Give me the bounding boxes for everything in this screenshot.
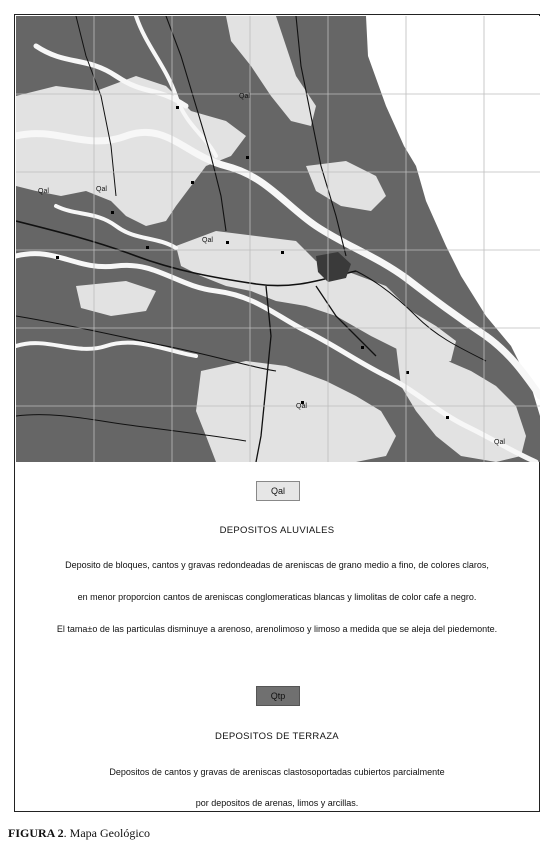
legend-text-line: El tama±o de las particulas disminuye a arenoso, arenolimoso y limoso a medida que se aleja del piedemonte. <box>56 624 498 634</box>
point-feature <box>191 181 194 184</box>
caption-label: FIGURA 2 <box>8 826 64 840</box>
map-label-qal: Qal <box>296 403 307 410</box>
legend-swatch-qal: Qal <box>256 481 300 501</box>
point-feature <box>146 246 149 249</box>
map-label-qal: Qal <box>38 188 49 195</box>
point-feature <box>281 251 284 254</box>
legend-title-qal: DEPOSITOS ALUVIALES <box>219 525 335 536</box>
legend-title-qtp: DEPOSITOS DE TERRAZA <box>215 731 339 742</box>
map-label-qal: Qal <box>494 439 505 446</box>
point-feature <box>446 416 449 419</box>
map-label-qal: Qal <box>239 93 250 100</box>
point-feature <box>246 156 249 159</box>
point-feature <box>111 211 114 214</box>
legend-swatch-qtp: Qtp <box>256 686 300 706</box>
map-canvas <box>16 16 540 462</box>
legend-text-line: Deposito de bloques, cantos y gravas redondeadas de areniscas de grano medio a fino, de colores claros, <box>65 560 489 570</box>
legend-text-line: en menor proporcion cantos de areniscas conglomeraticas blancas y limolitas de color cafe a negro. <box>77 592 477 602</box>
point-feature <box>406 371 409 374</box>
figure-frame <box>14 14 540 812</box>
point-feature <box>56 256 59 259</box>
point-feature <box>226 241 229 244</box>
geologic-map <box>16 16 540 462</box>
caption-text: . Mapa Geológico <box>63 826 150 840</box>
legend-text-line: Depositos de cantos y gravas de areniscas clastosoportadas cubiertos parcialmente <box>109 767 445 777</box>
figure-caption <box>8 826 150 841</box>
map-label-qal: Qal <box>96 186 107 193</box>
map-label-qal: Qal <box>202 237 213 244</box>
point-feature <box>176 106 179 109</box>
point-feature <box>361 346 364 349</box>
legend-text-line: por depositos de arenas, limos y arcillas. <box>195 798 359 808</box>
